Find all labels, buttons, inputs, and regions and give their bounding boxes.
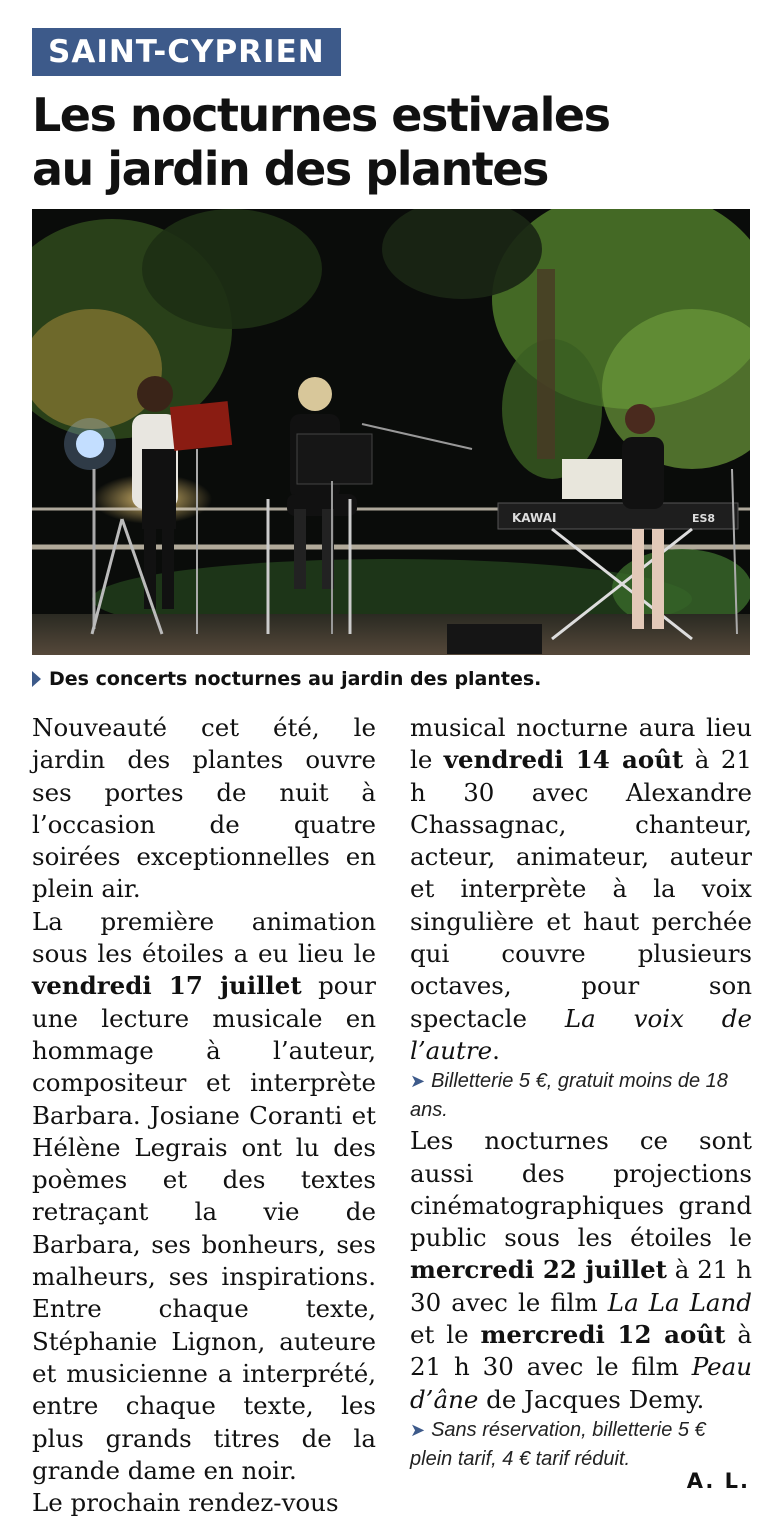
keyboard-model: ES8: [692, 512, 716, 525]
ticket-info-text: Sans réservation, billetterie 5 € plein tarif, 4 € tarif réduit.: [410, 1418, 706, 1470]
date-highlight: mercredi 12 août: [480, 1320, 726, 1350]
text-run: à 21 h 30 avec Alexandre Chassagnac, chanteur, acteur, animateur, auteur et interprète à la voix singulière et haut perchée qui couvre plusieurs octaves, pour son spectacle: [410, 745, 753, 1033]
headline: [32, 88, 752, 196]
text-run: musical nocturne aura lieu le: [410, 713, 752, 775]
headline-line-1: Les nocturnes estivales: [32, 88, 610, 142]
ticket-info: [410, 1067, 752, 1125]
photo-caption: [32, 666, 541, 692]
show-title: La voix de l’autre: [410, 1003, 752, 1065]
ticket-info-text: Billetterie 5 €, gratuit moins de 18 ans.: [410, 1070, 728, 1122]
paragraph: [410, 712, 752, 1067]
text-run: et le: [410, 1320, 481, 1350]
date-highlight: vendredi 14 août: [443, 745, 684, 775]
text-run: La première animation sous les étoiles a eu lieu le: [32, 906, 376, 969]
text-run: à 21 h 30 avec le film: [410, 1320, 752, 1382]
paragraph: [410, 1125, 752, 1416]
ticket-info: [410, 1416, 752, 1474]
arrow-icon: ➤: [410, 1419, 426, 1440]
section-kicker: SAINT-CYPRIEN: [32, 28, 341, 76]
article-column-2: [410, 712, 752, 1474]
film-title: Peau d’âne: [410, 1352, 752, 1414]
arrow-icon: ➤: [410, 1071, 426, 1092]
text-run: à 21 h 30 avec le film: [410, 1255, 752, 1317]
date-highlight: vendredi 17 juillet: [32, 971, 302, 1001]
caption-text: Des concerts nocturnes au jardin des plantes.: [49, 668, 542, 690]
paragraph: Le prochain rendez-vous: [32, 1488, 339, 1518]
text-run: Les nocturnes ce sont aussi des projections cinématographiques grand public sous les étoiles le: [410, 1126, 752, 1253]
keyboard-brand: KAWAI: [512, 511, 557, 525]
date-highlight: mercredi 22 juillet: [410, 1255, 667, 1285]
concert-photo: [32, 209, 750, 655]
paragraph: [32, 906, 376, 1487]
text-run: de Jacques Demy.: [478, 1384, 705, 1414]
text-run: pour une lecture musicale en hommage à l’auteur, compositeur et interprète Barbara. Josiane Coranti et Hélène Legrais ont lu des poèmes et des textes retraçant la vie de Barbara, ses bonheurs, ses malheurs, ses inspirations. Entre chaque texte, Stéphanie Lignon, auteure et musicienne a interprété, entre chaque texte, les plus grands titres de la grande dame en noir.: [32, 971, 376, 1485]
caption-marker-icon: [32, 671, 41, 687]
film-title: La La Land: [607, 1287, 752, 1317]
headline-line-2: au jardin des plantes: [32, 142, 548, 196]
author-signature: A. L.: [686, 1469, 750, 1493]
paragraph: Nouveauté cet été, le jardin des plantes ouvre ses portes de nuit à l’occasion de quatre soirées exceptionnelles en plein air.: [32, 713, 376, 904]
article-column-1: [32, 712, 376, 1519]
text-run: .: [492, 1035, 500, 1065]
